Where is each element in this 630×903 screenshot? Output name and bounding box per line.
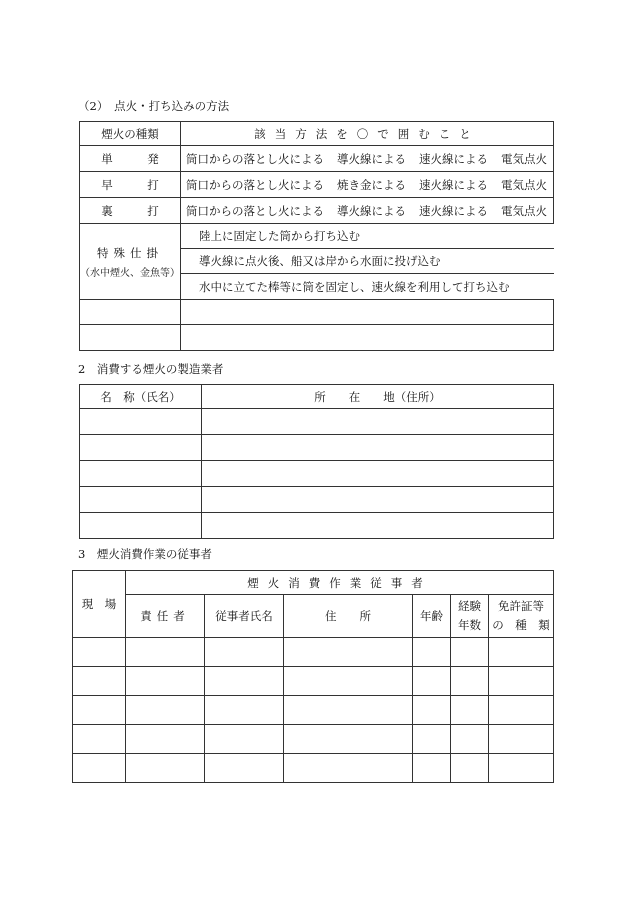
license-cell[interactable] xyxy=(489,754,554,783)
age-cell[interactable] xyxy=(413,754,451,783)
name-cell[interactable] xyxy=(80,435,202,461)
table-row xyxy=(73,754,554,783)
experience-cell[interactable] xyxy=(451,725,489,754)
type-rapid: 早 打 xyxy=(80,172,181,198)
experience-cell[interactable] xyxy=(451,696,489,725)
header-license-line2: の 種 類 xyxy=(492,618,550,632)
name-cell[interactable] xyxy=(80,461,202,487)
age-cell[interactable] xyxy=(413,696,451,725)
site-cell[interactable] xyxy=(73,696,126,725)
address-cell[interactable] xyxy=(202,435,554,461)
worker-name-cell[interactable] xyxy=(205,754,284,783)
header-workers-group: 煙火消費作業従事者 xyxy=(126,571,554,595)
type-single: 単 発 xyxy=(80,146,181,172)
option-fall-fire[interactable]: 筒口からの落とし火による xyxy=(186,177,324,192)
type-special xyxy=(80,224,181,300)
table-row xyxy=(80,513,554,539)
age-cell[interactable] xyxy=(413,638,451,667)
address-cell[interactable] xyxy=(284,725,413,754)
blank-cell[interactable] xyxy=(181,325,554,351)
blank-cell[interactable] xyxy=(80,300,181,325)
method-options xyxy=(181,198,554,224)
address-cell[interactable] xyxy=(202,487,554,513)
worker-name-cell[interactable] xyxy=(205,696,284,725)
age-cell[interactable] xyxy=(413,667,451,696)
address-cell[interactable] xyxy=(284,667,413,696)
header-license xyxy=(489,595,554,638)
address-cell[interactable] xyxy=(284,754,413,783)
chief-cell[interactable] xyxy=(126,667,205,696)
ignition-section-heading: （2） 点火・打ち込みの方法 xyxy=(78,99,230,113)
manufacturer-section-heading: 2 消費する煙火の製造業者 xyxy=(78,362,224,376)
table-row xyxy=(73,667,554,696)
license-cell[interactable] xyxy=(489,696,554,725)
type-back: 裏 打 xyxy=(80,198,181,224)
option-fall-fire[interactable]: 筒口からの落とし火による xyxy=(186,151,324,166)
option-fall-fire[interactable]: 筒口からの落とし火による xyxy=(186,203,324,218)
address-cell[interactable] xyxy=(284,638,413,667)
header-worker-name: 従事者氏名 xyxy=(205,595,284,638)
blank-cell[interactable] xyxy=(80,325,181,351)
header-firework-type: 煙火の種類 xyxy=(80,122,181,146)
license-cell[interactable] xyxy=(489,667,554,696)
header-address: 住 所 xyxy=(284,595,413,638)
option-quickmatch[interactable]: 速火線による xyxy=(419,203,488,218)
site-cell[interactable] xyxy=(73,725,126,754)
option-electric[interactable]: 電気点火 xyxy=(501,177,547,192)
table-row xyxy=(80,172,554,198)
table-row xyxy=(73,638,554,667)
table-row xyxy=(80,435,554,461)
option-hot-iron[interactable]: 焼き金による xyxy=(337,177,406,192)
address-cell[interactable] xyxy=(202,461,554,487)
experience-cell[interactable] xyxy=(451,754,489,783)
chief-cell[interactable] xyxy=(126,725,205,754)
address-cell[interactable] xyxy=(202,513,554,539)
chief-cell[interactable] xyxy=(126,638,205,667)
site-cell[interactable] xyxy=(73,638,126,667)
age-cell[interactable] xyxy=(413,725,451,754)
header-chief: 責任者 xyxy=(126,595,205,638)
table-row xyxy=(80,300,554,325)
special-method-3[interactable]: 水中に立てた棒等に筒を固定し、速火線を利用して打ち込む xyxy=(181,274,554,300)
table-row xyxy=(80,325,554,351)
workers-table xyxy=(72,570,554,783)
name-cell[interactable] xyxy=(80,513,202,539)
option-quickmatch[interactable]: 速火線による xyxy=(419,177,488,192)
table-row xyxy=(80,461,554,487)
table-row xyxy=(80,146,554,172)
table-row xyxy=(73,725,554,754)
address-cell[interactable] xyxy=(202,409,554,435)
header-site: 現 場 xyxy=(73,571,126,638)
name-cell[interactable] xyxy=(80,409,202,435)
option-electric[interactable]: 電気点火 xyxy=(501,203,547,218)
ignition-method-table xyxy=(79,121,554,351)
blank-cell[interactable] xyxy=(181,300,554,325)
table-row xyxy=(80,487,554,513)
special-label: 特殊仕掛 xyxy=(97,245,163,260)
experience-cell[interactable] xyxy=(451,638,489,667)
workers-section-heading: 3 煙火消費作業の従事者 xyxy=(78,547,212,561)
header-license-line1: 免許証等 xyxy=(498,599,545,613)
method-options xyxy=(181,172,554,198)
method-options xyxy=(181,146,554,172)
worker-name-cell[interactable] xyxy=(205,725,284,754)
header-name: 名 称（氏名） xyxy=(80,385,202,409)
header-experience xyxy=(451,595,489,638)
name-cell[interactable] xyxy=(80,487,202,513)
manufacturer-table xyxy=(79,384,554,539)
header-experience-line1: 経験 xyxy=(458,599,481,613)
header-experience-line2: 年数 xyxy=(458,618,481,632)
address-cell[interactable] xyxy=(284,696,413,725)
header-age: 年齢 xyxy=(413,595,451,638)
worker-name-cell[interactable] xyxy=(205,667,284,696)
header-address: 所 在 地（住所） xyxy=(202,385,554,409)
site-cell[interactable] xyxy=(73,754,126,783)
chief-cell[interactable] xyxy=(126,696,205,725)
option-fuse[interactable]: 導火線による xyxy=(337,203,406,218)
license-cell[interactable] xyxy=(489,638,554,667)
site-cell[interactable] xyxy=(73,667,126,696)
license-cell[interactable] xyxy=(489,725,554,754)
special-method-1[interactable]: 陸上に固定した筒から打ち込む xyxy=(181,224,554,249)
header-method: 該当方法を〇で囲むこと xyxy=(181,122,554,146)
table-row xyxy=(80,198,554,224)
table-row xyxy=(80,409,554,435)
special-note: （水中煙火、金魚等） xyxy=(80,267,180,279)
special-method-2[interactable]: 導火線に点火後、船又は岸から水面に投げ込む xyxy=(181,249,554,274)
option-electric[interactable]: 電気点火 xyxy=(501,151,547,166)
experience-cell[interactable] xyxy=(451,667,489,696)
table-row xyxy=(73,696,554,725)
worker-name-cell[interactable] xyxy=(205,638,284,667)
option-quickmatch[interactable]: 速火線による xyxy=(419,151,488,166)
chief-cell[interactable] xyxy=(126,754,205,783)
option-fuse[interactable]: 導火線による xyxy=(337,151,406,166)
